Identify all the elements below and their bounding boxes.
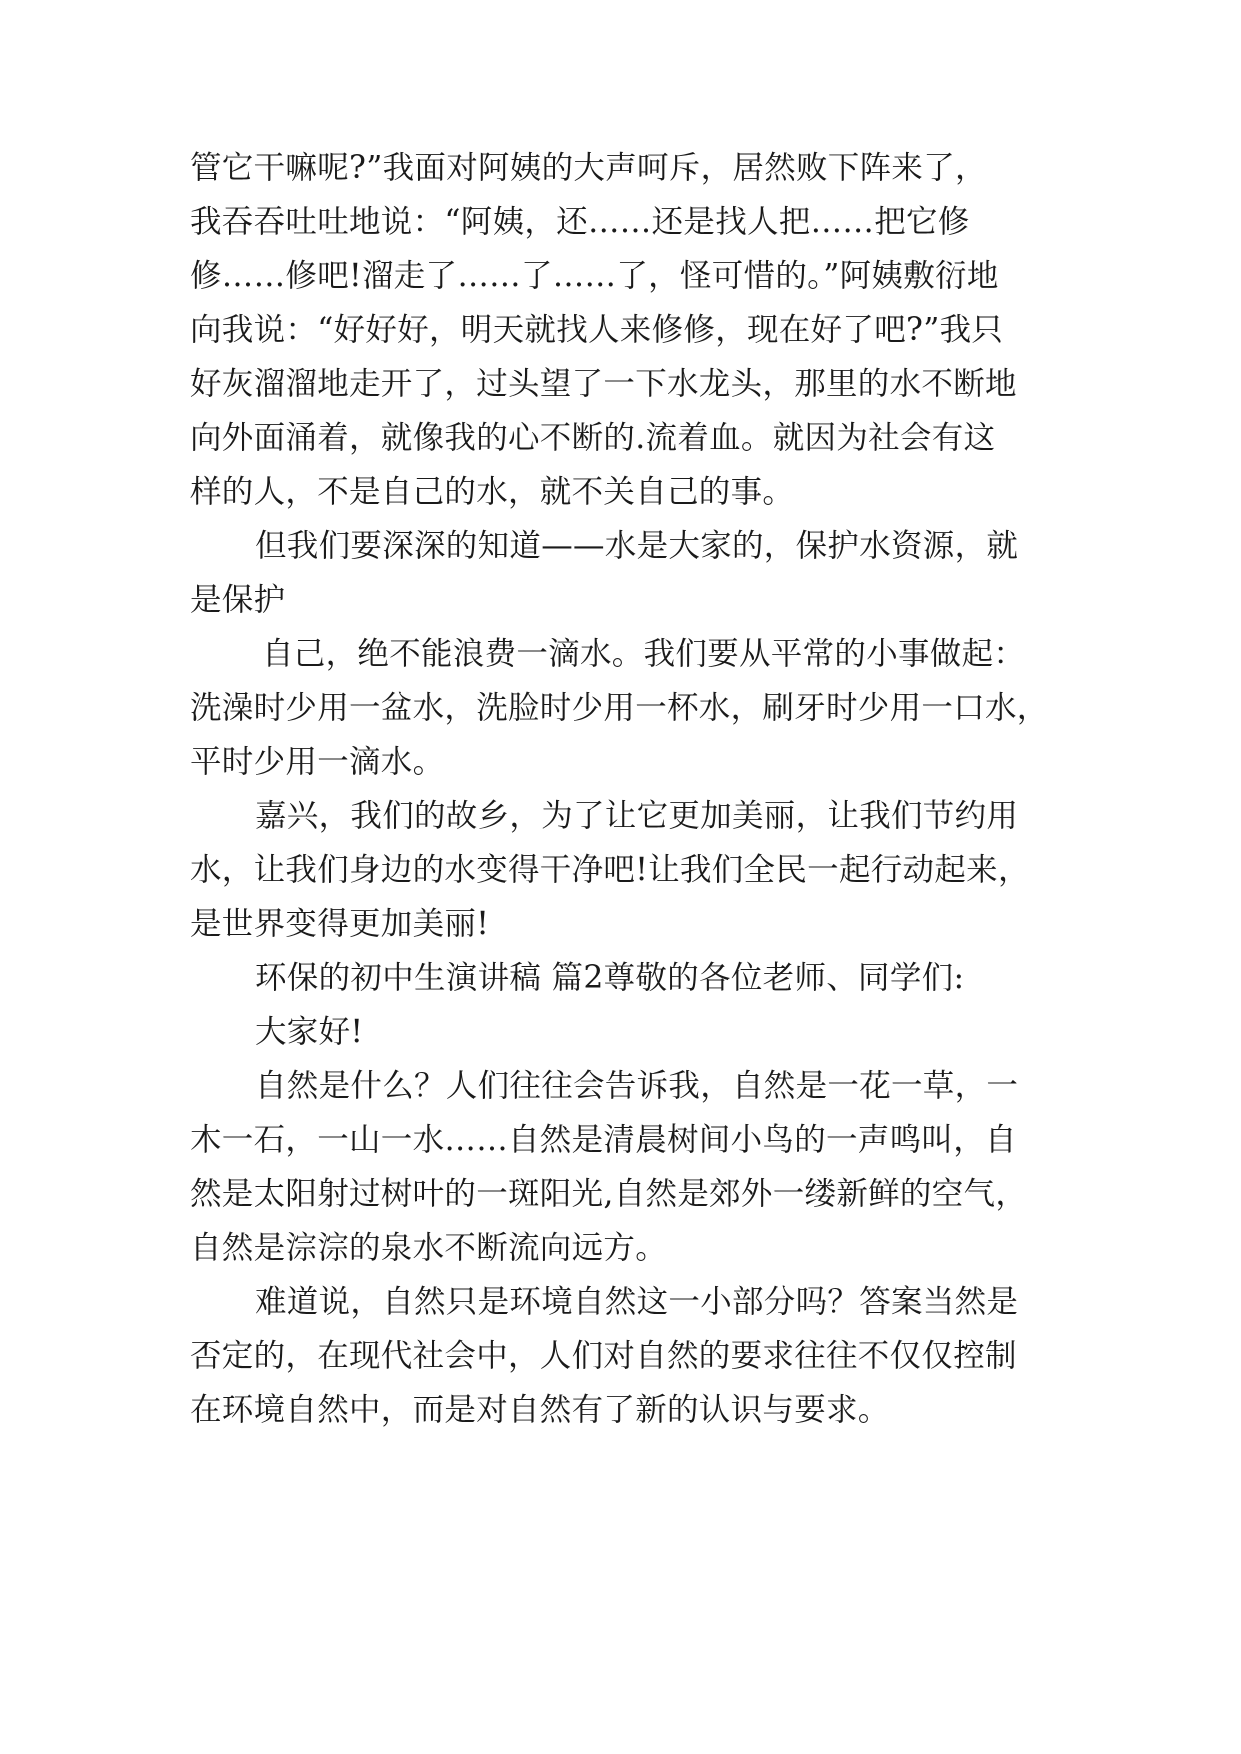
text-line-5: 好灰溜溜地走开了，过头望了一下水龙头，那里的水不断地 xyxy=(190,366,1017,402)
text-line-14: 水，让我们身边的水变得干净吧!让我们全民一起行动起来， xyxy=(190,852,1030,888)
text-line-1: 管它干嘛呢?”我面对阿姨的大声呵斥，居然败下阵来了， xyxy=(190,150,987,186)
text-line-9: 是保护 xyxy=(190,582,286,618)
text-line-12: 平时少用一滴水。 xyxy=(190,744,445,780)
paragraph-start-5: 难道说，自然只是环境自然这一小部分吗？答案当然是 xyxy=(255,1284,1019,1320)
text-line-21: 自然是淙淙的泉水不断流向远方。 xyxy=(190,1230,668,1266)
text-line-4: 向我说：“好好好，明天就找人来修修，现在好了吧?”我只 xyxy=(190,312,1004,348)
text-line-15: 是世界变得更加美丽! xyxy=(190,906,490,942)
text-line-23: 否定的，在现代社会中，人们对自然的要求往往不仅仅控制 xyxy=(190,1338,1017,1374)
paragraph-start-2: 自己，绝不能浪费一滴水。我们要从平常的小事做起： xyxy=(262,636,1026,672)
text-line-3: 修……修吧!溜走了……了……了，怪可惜的。”阿姨敷衍地 xyxy=(190,258,999,294)
text-line-6: 向外面涌着，就像我的心不断的.流着血。就因为社会有这 xyxy=(190,420,996,456)
text-line-7: 样的人，不是自己的水，就不关自己的事。 xyxy=(190,474,795,510)
text-line-20: 然是太阳射过树叶的一斑阳光,自然是郊外一缕新鲜的空气， xyxy=(190,1176,1028,1212)
paragraph-start-1: 但我们要深深的知道——水是大家的，保护水资源，就 xyxy=(255,528,1019,564)
paragraph-start-4: 自然是什么？人们往往会告诉我，自然是一花一草，一 xyxy=(255,1068,1019,1104)
paragraph-start-3: 嘉兴，我们的故乡，为了让它更加美丽，让我们节约用 xyxy=(255,798,1019,834)
text-line-2: 我吞吞吐吐地说：“阿姨，还……还是找人把……把它修 xyxy=(190,204,970,240)
section-heading: 环保的初中生演讲稿 篇2尊敬的各位老师、同学们: xyxy=(255,960,965,996)
text-line-24: 在环境自然中，而是对自然有了新的认识与要求。 xyxy=(190,1392,890,1428)
greeting: 大家好! xyxy=(255,1014,364,1050)
text-line-11: 洗澡时少用一盆水，洗脸时少用一杯水，刷牙时少用一口水， xyxy=(190,690,1049,726)
text-line-19: 木一石，一山一水……自然是清晨树间小鸟的一声鸣叫，自 xyxy=(190,1122,1017,1158)
